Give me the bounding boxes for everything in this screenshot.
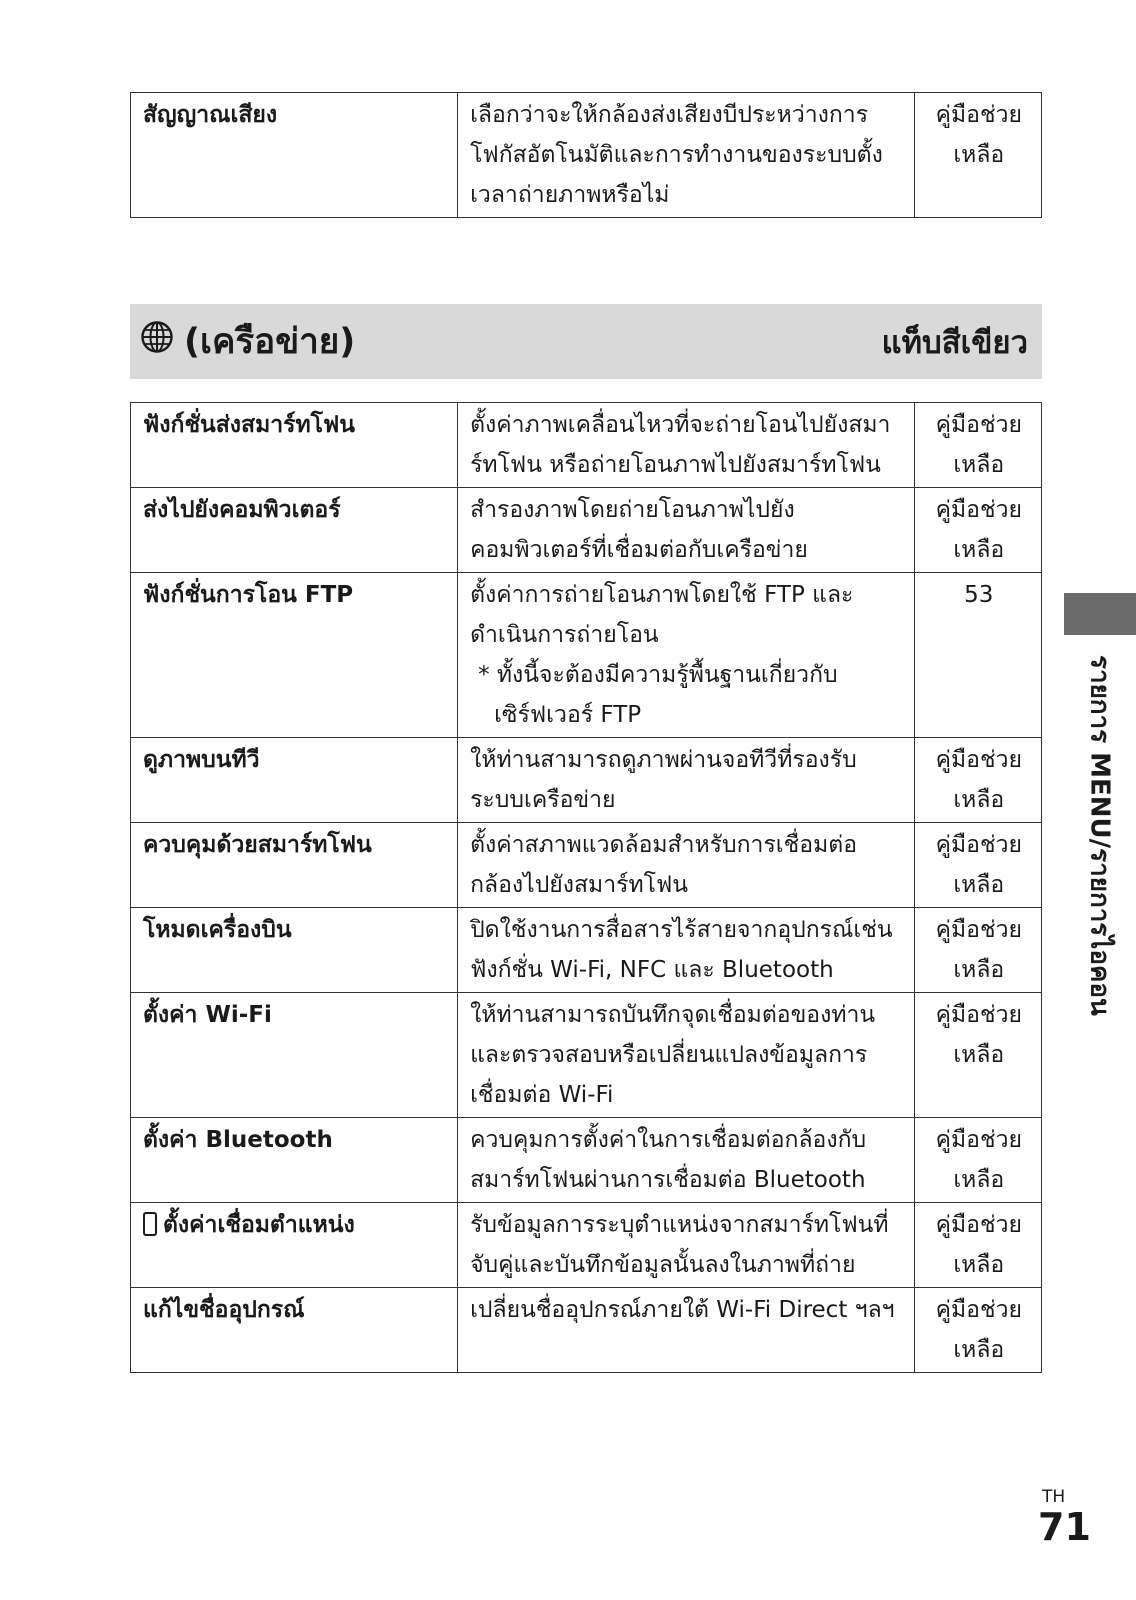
chapter-side-label: รายการ MENU/รายการไอคอน	[1084, 655, 1115, 1016]
table-row	[131, 488, 1042, 573]
item-reference: คู่มือช่วยเหลือ	[914, 1118, 1041, 1203]
table-row	[131, 403, 1042, 488]
item-name: ตั้งค่า Bluetooth	[131, 1118, 458, 1203]
table-row	[131, 93, 1042, 218]
section-title: (เครือข่าย)	[184, 322, 356, 362]
item-reference: คู่มือช่วยเหลือ	[914, 823, 1041, 908]
settings-table-network	[130, 402, 1042, 1373]
item-reference: คู่มือช่วยเหลือ	[914, 1288, 1041, 1373]
item-name: สัญญาณเสียง	[131, 93, 458, 218]
item-description: ควบคุมการตั้งค่าในการเชื่อมต่อกล้องกับสมาร์ทโฟนผ่านการเชื่อมต่อ Bluetooth	[458, 1118, 915, 1203]
item-description: สำรองภาพโดยถ่ายโอนภาพไปยังคอมพิวเตอร์ที่เชื่อมต่อกับเครือข่าย	[458, 488, 915, 573]
item-name: ตั้งค่า Wi-Fi	[131, 993, 458, 1118]
item-name: ควบคุมด้วยสมาร์ทโฟน	[131, 823, 458, 908]
item-reference: คู่มือช่วยเหลือ	[914, 403, 1041, 488]
item-description: ปิดใช้งานการสื่อสารไร้สายจากอุปกรณ์เช่น ฟังก์ชั่น Wi-Fi, NFC และ Bluetooth	[458, 908, 915, 993]
page-language-code: TH	[1042, 1487, 1066, 1507]
item-name: ฟังก์ชั่นส่งสมาร์ทโฟน	[131, 403, 458, 488]
globe-icon	[140, 320, 174, 363]
item-description: รับข้อมูลการระบุตำแหน่งจากสมาร์ทโฟนที่จับคู่และบันทึกข้อมูลนั้นลงในภาพที่ถ่าย	[458, 1203, 915, 1288]
settings-table-sound	[130, 92, 1042, 218]
item-reference: คู่มือช่วยเหลือ	[914, 1203, 1041, 1288]
item-description	[458, 573, 915, 738]
item-description: ตั้งค่าสภาพแวดล้อมสำหรับการเชื่อมต่อกล้องไปยังสมาร์ทโฟน	[458, 823, 915, 908]
table-row	[131, 573, 1042, 738]
item-name: แก้ไขชื่ออุปกรณ์	[131, 1288, 458, 1373]
table-row	[131, 738, 1042, 823]
item-reference: คู่มือช่วยเหลือ	[914, 93, 1041, 218]
table-row	[131, 1288, 1042, 1373]
item-name: ส่งไปยังคอมพิวเตอร์	[131, 488, 458, 573]
item-description: ให้ท่านสามารถบันทึกจุดเชื่อมต่อของท่านและตรวจสอบหรือเปลี่ยนแปลงข้อมูลการเชื่อมต่อ Wi-Fi	[458, 993, 915, 1118]
item-name: ดูภาพบนทีวี	[131, 738, 458, 823]
table-row	[131, 993, 1042, 1118]
item-reference: คู่มือช่วยเหลือ	[914, 908, 1041, 993]
table-row	[131, 1118, 1042, 1203]
footnote: * ทั้งนี้จะต้องมีความรู้พื้นฐานเกี่ยวกับ	[478, 662, 838, 688]
item-description: ตั้งค่าภาพเคลื่อนไหวที่จะถ่ายโอนไปยังสมาร์ทโฟน หรือถ่ายโอนภาพไปยังสมาร์ทโฟน	[458, 403, 915, 488]
tab-color-label: แท็บสีเขียว	[881, 324, 1028, 361]
page-number: 71	[1038, 1505, 1091, 1549]
item-reference: 53	[914, 573, 1041, 738]
section-header-network	[130, 304, 1042, 379]
table-row	[131, 1203, 1042, 1288]
footnote-continued: เซิร์ฟเวอร์ FTP	[494, 702, 642, 728]
item-description: เปลี่ยนชื่ออุปกรณ์ภายใต้ Wi-Fi Direct ฯลฯ	[458, 1288, 915, 1373]
smartphone-icon	[143, 1212, 157, 1236]
table-row	[131, 908, 1042, 993]
item-reference: คู่มือช่วยเหลือ	[914, 488, 1041, 573]
item-reference: คู่มือช่วยเหลือ	[914, 738, 1041, 823]
item-name	[131, 1203, 458, 1288]
item-reference: คู่มือช่วยเหลือ	[914, 993, 1041, 1118]
item-name: ฟังก์ชั่นการโอน FTP	[131, 573, 458, 738]
item-description: ให้ท่านสามารถดูภาพผ่านจอทีวีที่รองรับระบบเครือข่าย	[458, 738, 915, 823]
item-name: โหมดเครื่องบิน	[131, 908, 458, 993]
description-text: ตั้งค่าการถ่ายโอนภาพโดยใช้ FTP และดำเนินการถ่ายโอน	[470, 582, 854, 648]
item-description: เลือกว่าจะให้กล้องส่งเสียงบีประหว่างการโฟกัสอัตโนมัติและการทำงานของระบบตั้งเวลาถ่ายภาพหรือไม่	[458, 93, 915, 218]
chapter-tab-marker	[1064, 593, 1136, 635]
table-row	[131, 823, 1042, 908]
item-name-text: ตั้งค่าเชื่อมตำแหน่ง	[163, 1212, 355, 1238]
